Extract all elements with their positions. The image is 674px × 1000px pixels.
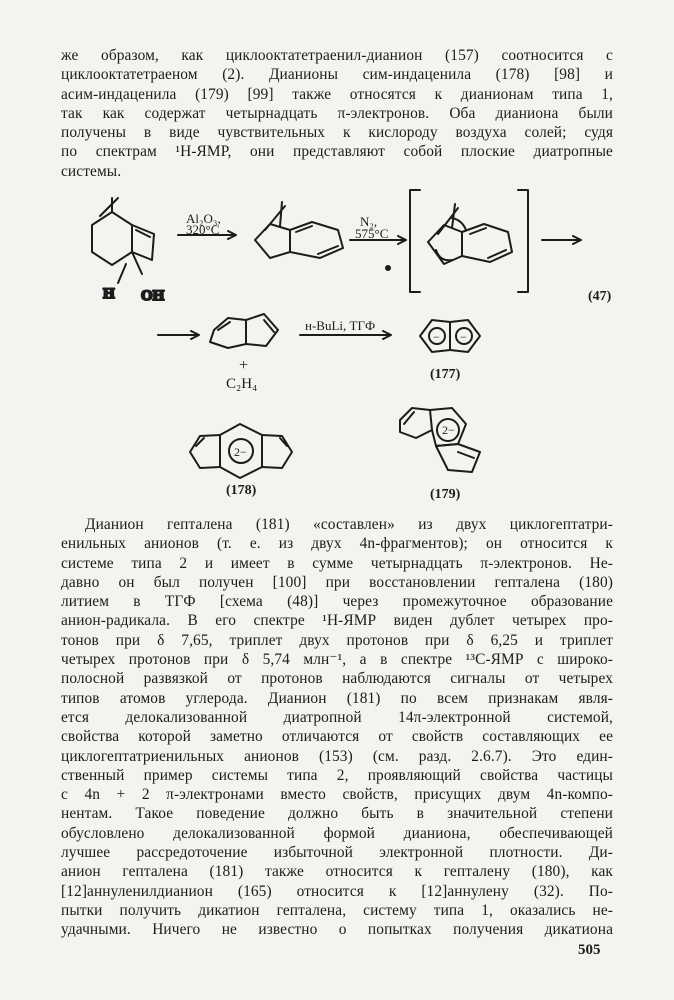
text-line: системы. [61,162,122,180]
reagent-2-top: N₂, [360,214,378,229]
text-line: обусловлено делокализованной формой дианиона, обеспечивающей [61,824,613,842]
text-line: полосной развязкой от протонов наблюдаются сигналы от четырех [61,670,613,688]
text-line: лучшее рассредоточение избыточной электронной плотности. Ди- [61,844,613,862]
text-line: [12]аннуленилдианион (165) относится к [12]аннулену (32). По- [61,882,613,900]
h-label: H [103,286,115,302]
dianion-charge-179: 2− [442,423,455,437]
text-line: с 4n + 2 π-электронами вместо свойств, присущих двум 4n-компо- [61,786,613,804]
paragraph-heptalene [61,515,613,940]
minus-sign-left: − [433,330,440,344]
dianion-charge-178: 2− [234,445,247,459]
text-line: давно он был получен [100] при восстановлении гепталена (180) [61,573,613,591]
text-line: по спектрам ¹H-ЯМР, они представляют собой плоские диатропные [61,143,613,161]
plus-sign: + [239,357,249,374]
text-line: получены в виде чувствительных к кислороду воздуха солей; судя [61,124,613,142]
text-line: тонов при δ 7,65, триплет двух протонов при δ 6,25 и триплет [61,631,613,649]
intermediate-tricyclic-diene [255,202,343,258]
page-number: 505 [578,942,601,958]
paragraph-intro [61,46,613,181]
text-line: ственный пример системы типа 2, проявляющий свойства частицы [61,766,613,784]
oh-label: OH [141,288,165,304]
text-line: нентам. Такое поведение должно быть в значительной степени [61,805,613,823]
text-line: енильных анионов (т. е. из двух 4n-фрагментов); он относится к [61,535,613,553]
equation-number: (47) [588,289,612,304]
reagent-1-top: Al₂O₃, [186,211,221,226]
compound-label-178: (178) [226,483,257,498]
text-line: анион гепталена (181) также относится к гепталену (180), как [61,863,613,881]
reaction-scheme-47 [0,180,674,510]
as-indacene-dianion-179 [400,408,480,472]
reagent-3: н-BuLi, ТГФ [305,318,376,333]
text-line: так как содержат четырнадцать π-электронов. Оба дианиона были [61,104,613,122]
reagent-1-bottom: 320°C [186,222,220,237]
dihydropentalene [210,314,278,348]
reagent-2-bottom: 575°C [355,226,389,241]
transition-state [428,204,512,264]
text-line: Дианион гепталена (181) «составлен» из двух циклогептатри- [85,516,613,533]
right-bracket [518,190,528,292]
text-line: литием в ТГФ [схема (48)] через промежуточное образование [61,593,613,611]
text-line: системе типа 2 и имеет в сумме четырнадцать π-электронов. Не- [61,554,613,572]
text-line: циклогептатриенильных анионов (153) (см. разд. 2.6.7). Это един- [61,747,613,765]
text-line: ется делокализованной диатропной 14π-электронной системой, [61,708,613,726]
compound-label-177: (177) [430,367,461,382]
starting-bicyclic-alcohol [92,198,154,283]
text-line: удачными. Ничего не известно о попытках получения дикатиона [61,921,613,939]
text-line: пытки получить дикатион гепталена, систему типа 1, оказались не- [61,901,613,919]
text-line: же образом, как циклооктатетраенил-дианион (157) соотносится с [61,47,613,64]
ethylene-label: C₂H₄ [226,376,258,392]
compound-label-179: (179) [430,487,461,502]
text-line: асим-индаценила (179) [99] также относятся к дианионам типа 1, [61,85,613,103]
text-line: циклооктатетраеном (2). Дианионы сим-индаценила (178) [98] и [61,66,613,84]
text-line: четырех протонов при δ 5,74 млн⁻¹, а в спектре ¹³C-ЯМР с широко- [61,651,613,669]
text-line: типов атомов углерода. Дианион (181) по всем признакам явля- [61,689,613,707]
left-bracket [410,190,420,292]
minus-sign-right: − [460,330,467,344]
pentalene-dianion-177 [420,320,480,352]
text-line: анион-радикала. В его спектре ¹H-ЯМР виден дублет четырех про- [61,612,613,630]
text-line: свойства которой заметно отличаются от свойств составляющих ее [61,728,613,746]
